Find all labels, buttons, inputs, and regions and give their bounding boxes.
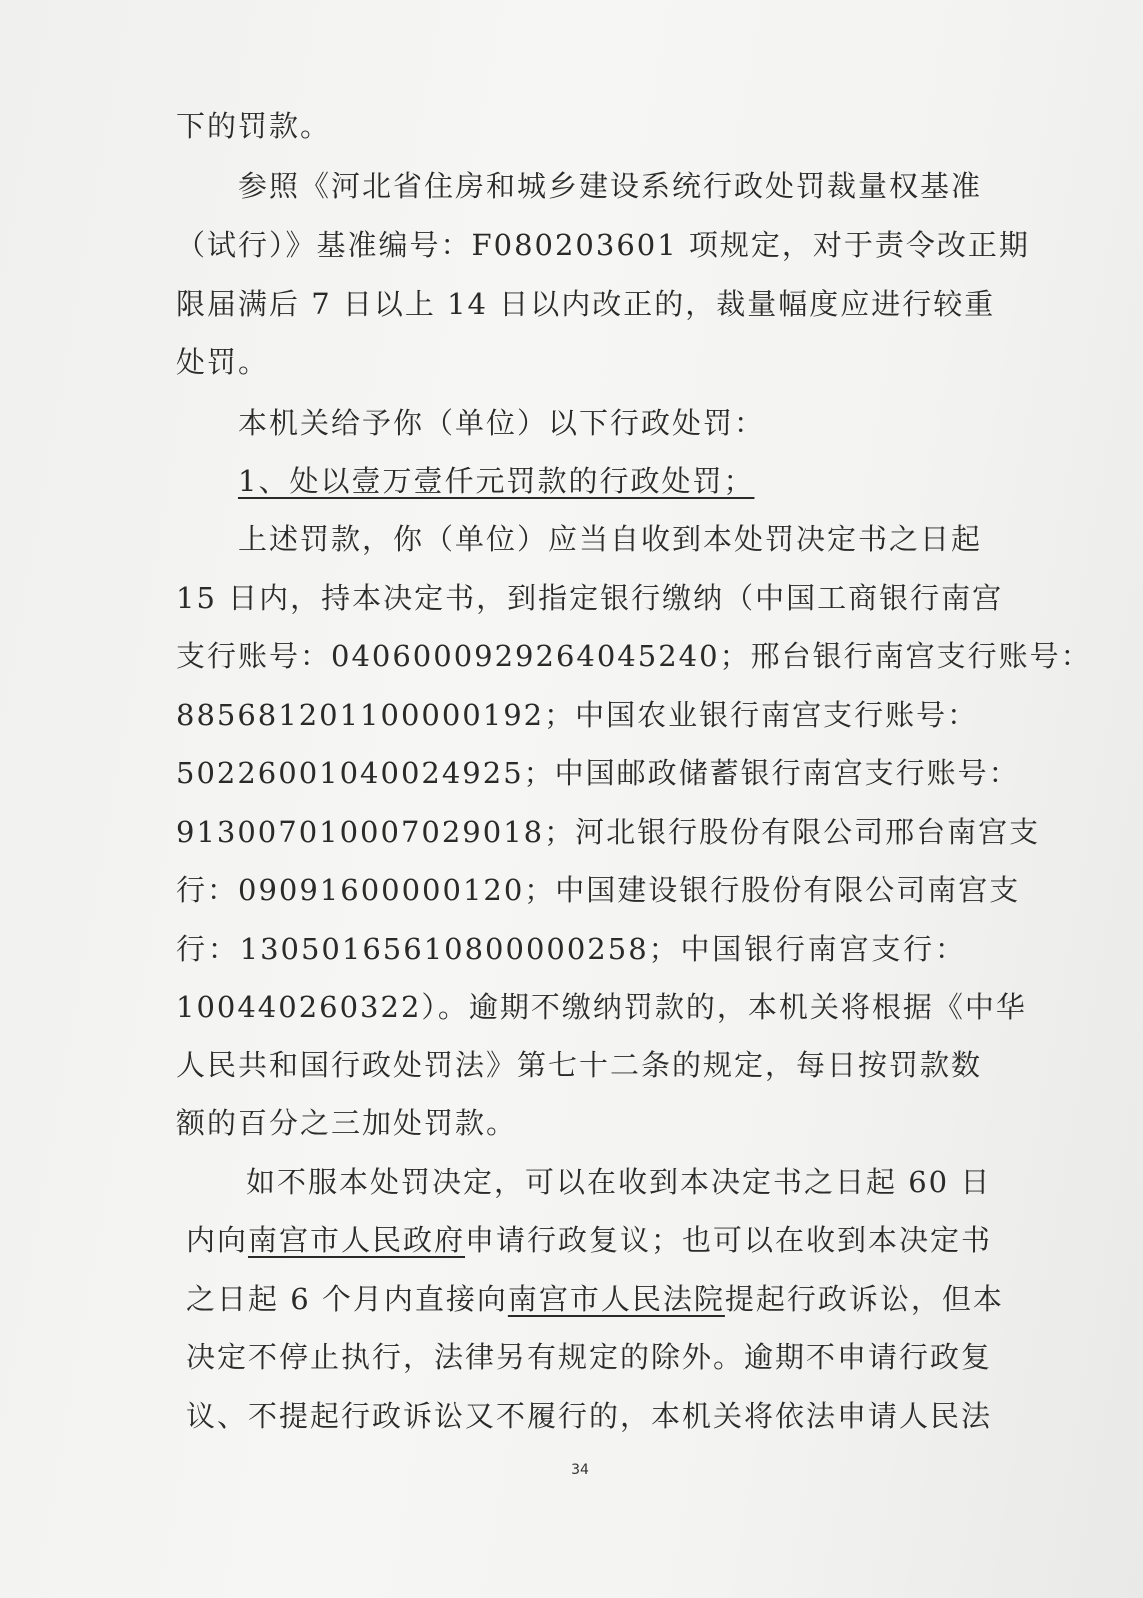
penalty-item: 1、处以壹万壹仟元罚款的行政处罚；: [238, 464, 755, 498]
text-line: 100440260322）。逾期不缴纳罚款的，本机关将根据《中华: [176, 990, 1027, 1024]
text-line: 50226001040024925；中国邮政储蓄银行南宫支行账号：: [176, 756, 1020, 790]
text-line: 15 日内，持本决定书，到指定银行缴纳（中国工商银行南宫: [176, 581, 1004, 615]
court-name: 南宫市人民法院: [507, 1282, 725, 1316]
text-line: 限届满后 7 日以上 14 日以内改正的，裁量幅度应进行较重: [176, 287, 996, 321]
text-line: 支行账号：0406000929264045240；邢台银行南宫支行账号：: [176, 639, 1092, 673]
text-line: 行：13050165610800000258；中国银行南宫支行：: [176, 932, 966, 966]
text-segment: 内向: [186, 1223, 249, 1257]
text-line: 额的百分之三加处罚款。: [176, 1106, 518, 1140]
text-line: 行：09091600000120；中国建设银行股份有限公司南宫支: [176, 873, 1021, 907]
review-authority: 南宫市人民政府: [248, 1223, 466, 1257]
text-line: 处罚。: [176, 345, 270, 379]
text-line: （试行）》基准编号：F080203601 项规定，对于责令改正期: [176, 228, 1030, 262]
text-line: 参照《河北省住房和城乡建设系统行政处罚裁量权基准: [238, 169, 983, 203]
text-segment: 之日起 6 个月内直接向: [186, 1282, 508, 1316]
text-line: 885681201100000192；中国农业银行南宫支行账号：: [176, 698, 979, 732]
text-line: 议、不提起行政诉讼又不履行的，本机关将依法申请人民法: [186, 1399, 993, 1433]
text-segment: 申请行政复议；也可以在收到本决定书: [465, 1223, 993, 1257]
text-line: [186, 1218, 993, 1262]
text-line: 决定不停止执行，法律另有规定的除外。逾期不申请行政复: [186, 1340, 993, 1374]
text-line: 如不服本处罚决定，可以在收到本决定书之日起 60 日: [246, 1165, 992, 1199]
text-segment: 提起行政诉讼，但本: [724, 1282, 1004, 1316]
text-line: [186, 1277, 1004, 1321]
text-line: 人民共和国行政处罚法》第七十二条的规定，每日按罚款数: [176, 1048, 983, 1082]
text-line: 913007010007029018；河北银行股份有限公司邢台南宫支: [176, 815, 1041, 849]
text-line: 下的罚款。: [176, 109, 332, 143]
text-line: 上述罚款，你（单位）应当自收到本处罚决定书之日起: [238, 522, 983, 556]
text-line: 本机关给予你（单位）以下行政处罚：: [238, 406, 766, 440]
page-number: 34: [571, 1462, 589, 1478]
